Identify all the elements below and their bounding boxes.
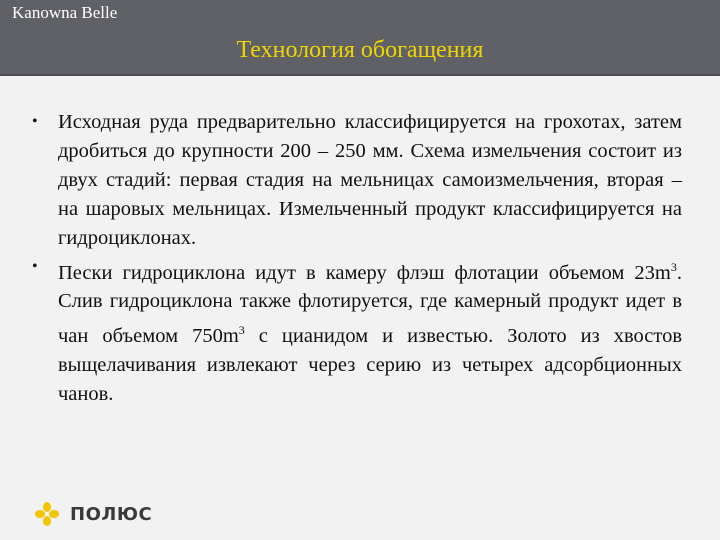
bullet-item	[32, 108, 682, 253]
corner-label: Kanowna Belle	[12, 3, 118, 22]
bullet-text-part: с цианидом и известью. Золото из хвостов выщелачивания извлекают через серию из четырех адсорбционных чанов.	[58, 325, 682, 405]
slide-title: Технология обогащения	[236, 37, 484, 63]
superscript: 3	[238, 323, 245, 338]
bullet-text-part: Пески гидроциклона идут в камеру флэш флотации объемом 23m	[58, 261, 671, 284]
company-logo	[34, 500, 152, 528]
bullet-marker: •	[32, 113, 38, 130]
bullet-text-part: . Слив гидроциклона также флотируется, где камерный продукт идет в чан объемом 750m	[58, 261, 682, 347]
bullet-item	[32, 253, 682, 409]
superscript: 3	[670, 259, 677, 274]
bullet-text: Исходная руда предварительно классифицируется на грохотах, затем дробиться до крупности 200 – 250 мм. Схема измельчения состоит из двух стадий: первая стадия на мельницах самоизмельчения, вторая – на шаровых мельницах. Измельченный продукт классифицируется на гидроциклонах.	[58, 111, 682, 249]
slide-content	[32, 108, 682, 409]
slide-header	[0, 0, 720, 76]
bullet-marker: •	[32, 257, 38, 275]
logo-text: ПОЛЮС	[70, 503, 153, 525]
flower-logo-icon	[34, 501, 60, 527]
